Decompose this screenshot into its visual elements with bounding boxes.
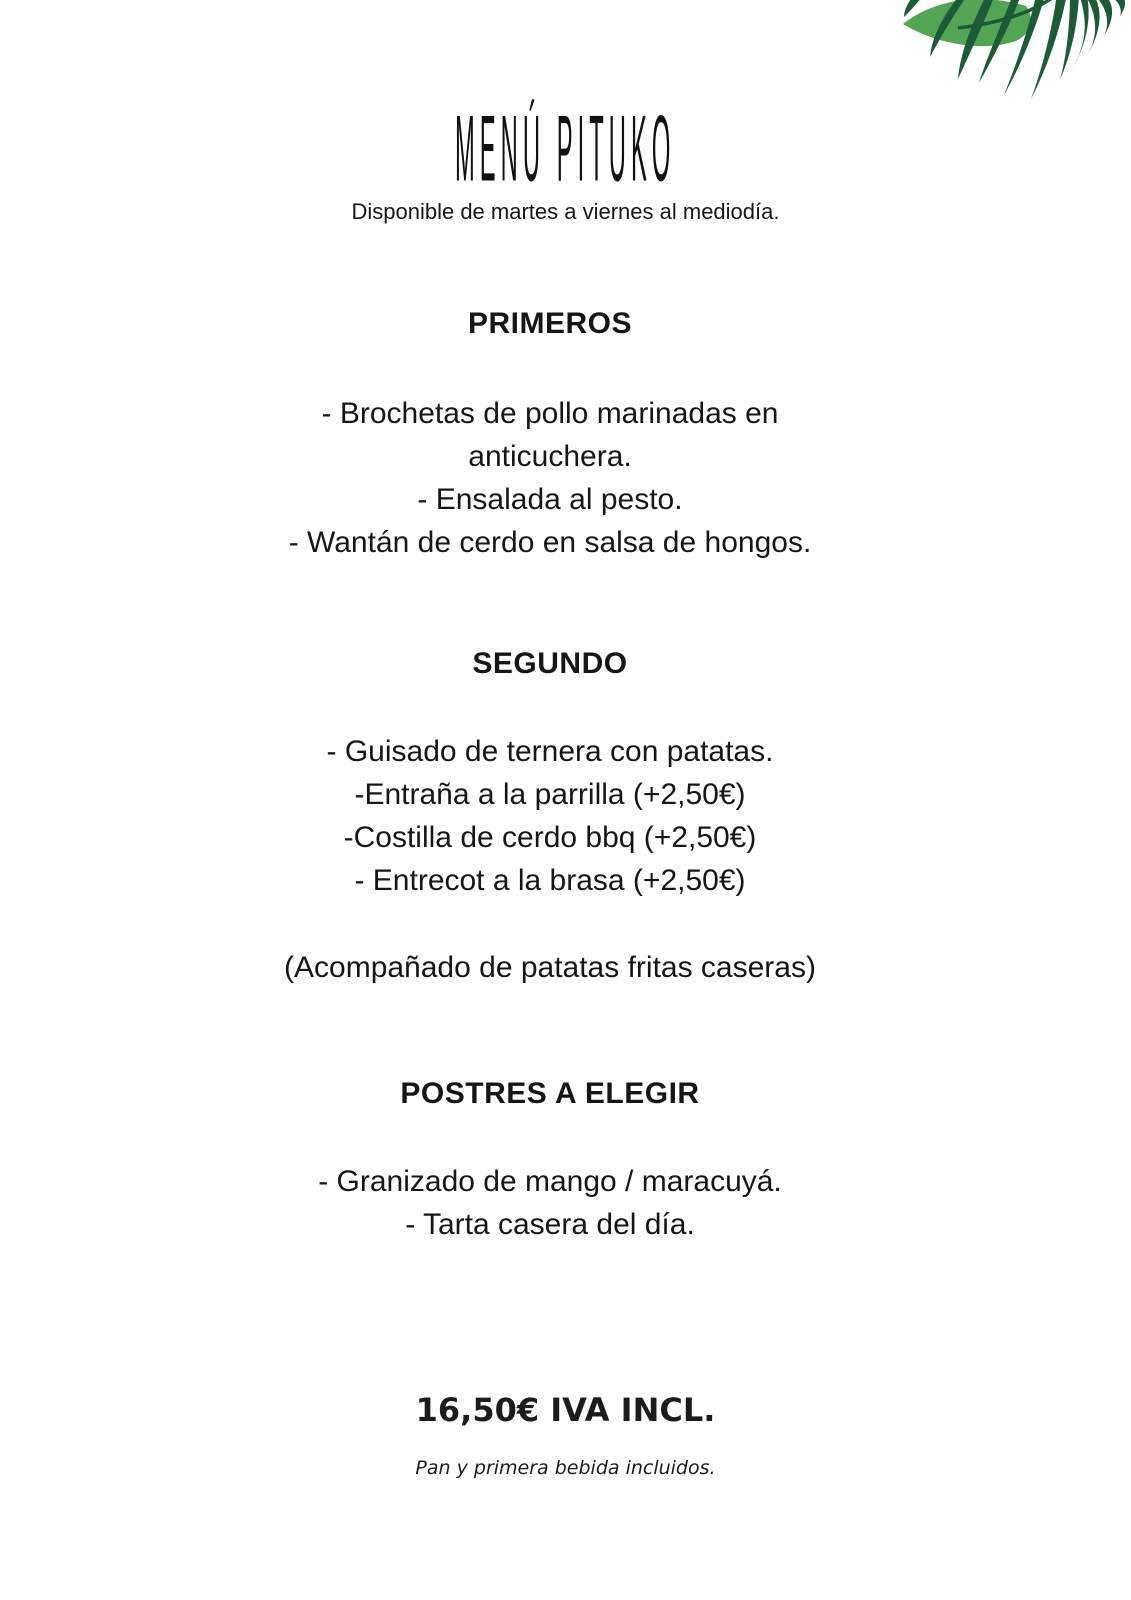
section-heading-primeros: PRIMEROS (467, 307, 633, 340)
page-title (0, 95, 1131, 201)
page-title-text: MENÚ PITUKO (455, 95, 676, 201)
availability-subtitle: Disponible de martes a viernes al mediodía. (351, 199, 780, 224)
section-items-segundo (0, 730, 1100, 902)
section-items-primeros (0, 392, 1100, 564)
menu-item-line: anticuchera. (468, 440, 632, 473)
included-note: Pan y primera bebida incluidos. (415, 1457, 716, 1479)
menu-item-line: - Wantán de cerdo en salsa de hongos. (288, 526, 812, 559)
menu-item-line: -Entraña a la parrilla (+2,50€) (354, 778, 746, 811)
menu-item-line: - Brochetas de pollo marinadas en (321, 397, 779, 430)
menu-item-line: -Costilla de cerdo bbq (+2,50€) (343, 821, 757, 854)
section-heading-postres: POSTRES A ELEGIR (400, 1077, 700, 1110)
menu-item-line: - Ensalada al pesto. (417, 483, 683, 516)
section-items-postres (0, 1160, 1100, 1246)
menu-item-line: - Granizado de mango / maracuyá. (318, 1165, 782, 1198)
side-dish-note: (Acompañado de patatas fritas caseras) (284, 951, 816, 984)
menu-item-line: - Entrecot a la brasa (+2,50€) (354, 864, 746, 897)
menu-item-line: - Guisado de ternera con patatas. (326, 735, 774, 768)
menu-price: 16,50€ IVA INCL. (415, 1391, 716, 1429)
section-heading-segundo: SEGUNDO (472, 647, 628, 680)
menu-item-line: - Tarta casera del día. (405, 1208, 695, 1241)
